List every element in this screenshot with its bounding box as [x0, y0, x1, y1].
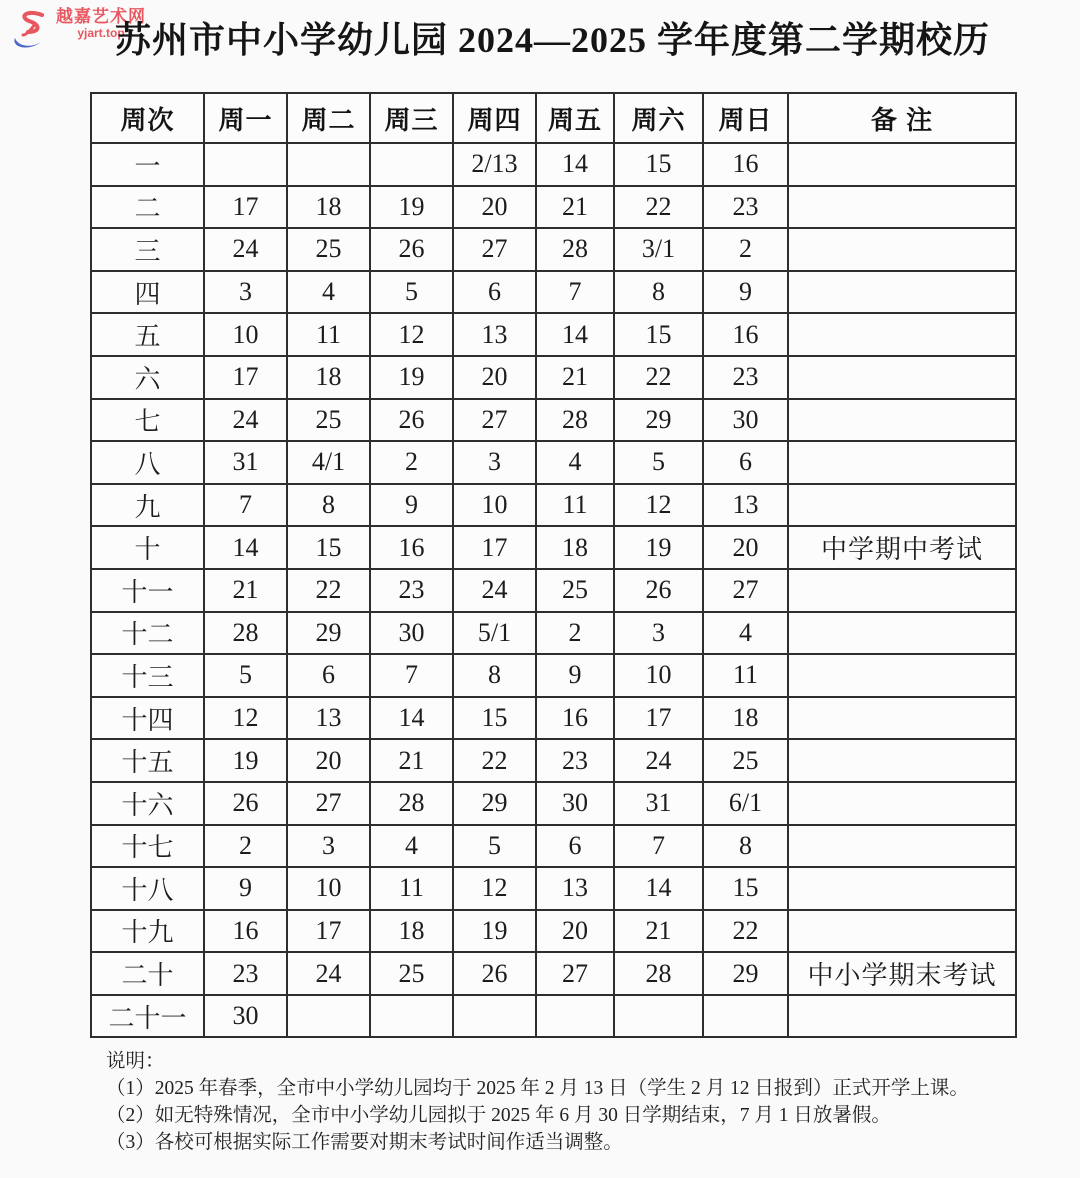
- calendar-row-十: [91, 526, 1016, 569]
- day-cell: [370, 143, 453, 186]
- week-number-cell: 三: [91, 228, 204, 271]
- day-cell: 11: [287, 313, 370, 356]
- day-cell: 13: [453, 313, 536, 356]
- remark-cell: [788, 782, 1016, 825]
- day-cell: 17: [614, 697, 703, 740]
- remark-cell: [788, 313, 1016, 356]
- day-cell: 18: [370, 910, 453, 953]
- day-cell: 24: [287, 952, 370, 995]
- day-cell: 2/13: [453, 143, 536, 186]
- day-cell: 29: [287, 612, 370, 655]
- calendar-row-十八: [91, 867, 1016, 910]
- watermark-site-name: 越嘉艺术网: [56, 7, 146, 26]
- notes-label: 说明：: [106, 1051, 165, 1072]
- day-cell: 2: [536, 612, 614, 655]
- remark-cell: [788, 995, 1016, 1038]
- day-cell: 19: [370, 186, 453, 229]
- day-cell: 26: [453, 952, 536, 995]
- day-cell: 10: [287, 867, 370, 910]
- day-cell: 17: [204, 356, 287, 399]
- day-cell: 3: [453, 441, 536, 484]
- day-cell: 14: [536, 313, 614, 356]
- note-item-2: （2）如无特殊情况，全市中小学幼儿园拟于 2025 年 6 月 30 日学期结束，7 月 1 日放暑假。: [106, 1105, 891, 1126]
- calendar-row-二十一: [91, 995, 1016, 1038]
- day-cell: 27: [287, 782, 370, 825]
- day-cell: [287, 143, 370, 186]
- watermark-site-url: yjart.top: [77, 26, 125, 40]
- week-number-cell: 十九: [91, 910, 204, 953]
- day-cell: 27: [453, 399, 536, 442]
- day-cell: 14: [536, 143, 614, 186]
- day-cell: 3: [204, 271, 287, 314]
- remark-cell: [788, 867, 1016, 910]
- day-cell: 5/1: [453, 612, 536, 655]
- calendar-row-十七: [91, 825, 1016, 868]
- week-number-cell: 十: [91, 526, 204, 569]
- day-cell: 7: [370, 654, 453, 697]
- day-cell: 4: [287, 271, 370, 314]
- day-cell: 30: [204, 995, 287, 1038]
- week-number-cell: 一: [91, 143, 204, 186]
- day-cell: 9: [536, 654, 614, 697]
- day-cell: 28: [204, 612, 287, 655]
- calendar-row-十四: [91, 697, 1016, 740]
- day-cell: 18: [287, 356, 370, 399]
- day-cell: 20: [453, 356, 536, 399]
- remark-cell: [788, 271, 1016, 314]
- day-cell: 19: [204, 739, 287, 782]
- week-number-cell: 八: [91, 441, 204, 484]
- day-cell: 23: [703, 356, 788, 399]
- calendar-row-六: [91, 356, 1016, 399]
- day-cell: 6: [536, 825, 614, 868]
- week-number-cell: 十六: [91, 782, 204, 825]
- week-number-cell: 五: [91, 313, 204, 356]
- day-cell: 29: [703, 952, 788, 995]
- remark-cell: [788, 186, 1016, 229]
- day-cell: 19: [614, 526, 703, 569]
- remark-cell: [788, 739, 1016, 782]
- day-cell: 6: [703, 441, 788, 484]
- day-cell: 7: [204, 484, 287, 527]
- day-cell: 21: [536, 356, 614, 399]
- day-cell: 27: [453, 228, 536, 271]
- remark-cell: [788, 484, 1016, 527]
- note-item-3: （3）各校可根据实际工作需要对期末考试时间作适当调整。: [106, 1132, 623, 1153]
- day-cell: 4: [703, 612, 788, 655]
- day-cell: 23: [370, 569, 453, 612]
- calendar-row-十三: [91, 654, 1016, 697]
- day-cell: 21: [536, 186, 614, 229]
- day-cell: 30: [536, 782, 614, 825]
- week-number-cell: 十七: [91, 825, 204, 868]
- day-cell: 25: [370, 952, 453, 995]
- remark-cell: [788, 910, 1016, 953]
- day-cell: 8: [614, 271, 703, 314]
- day-cell: 3: [614, 612, 703, 655]
- day-cell: 11: [703, 654, 788, 697]
- calendar-table: [90, 92, 1017, 1038]
- day-cell: 23: [536, 739, 614, 782]
- remark-cell: [788, 356, 1016, 399]
- week-number-cell: 十五: [91, 739, 204, 782]
- remark-cell: [788, 654, 1016, 697]
- calendar-row-八: [91, 441, 1016, 484]
- col-header-sunday: 周日: [703, 93, 788, 143]
- watermark-logo-icon: [10, 8, 52, 54]
- day-cell: 2: [204, 825, 287, 868]
- day-cell: 25: [287, 228, 370, 271]
- day-cell: 22: [287, 569, 370, 612]
- week-number-cell: 二十: [91, 952, 204, 995]
- day-cell: 7: [536, 271, 614, 314]
- day-cell: 11: [370, 867, 453, 910]
- day-cell: 13: [536, 867, 614, 910]
- day-cell: 25: [536, 569, 614, 612]
- day-cell: 19: [370, 356, 453, 399]
- calendar-row-九: [91, 484, 1016, 527]
- week-number-cell: 六: [91, 356, 204, 399]
- day-cell: 6: [287, 654, 370, 697]
- day-cell: 24: [614, 739, 703, 782]
- day-cell: 9: [204, 867, 287, 910]
- day-cell: 20: [453, 186, 536, 229]
- day-cell: 28: [536, 228, 614, 271]
- day-cell: 9: [370, 484, 453, 527]
- remark-cell: [788, 825, 1016, 868]
- day-cell: 13: [703, 484, 788, 527]
- day-cell: 11: [536, 484, 614, 527]
- day-cell: 7: [614, 825, 703, 868]
- day-cell: 5: [204, 654, 287, 697]
- day-cell: 13: [287, 697, 370, 740]
- day-cell: 22: [703, 910, 788, 953]
- calendar-row-十九: [91, 910, 1016, 953]
- week-number-cell: 四: [91, 271, 204, 314]
- day-cell: 20: [536, 910, 614, 953]
- day-cell: 28: [536, 399, 614, 442]
- page-title: 苏州市中小学幼儿园 2024—2025 学年度第二学期校历: [114, 20, 990, 60]
- week-number-cell: 十一: [91, 569, 204, 612]
- day-cell: 18: [287, 186, 370, 229]
- col-header-thursday: 周四: [453, 93, 536, 143]
- day-cell: 12: [453, 867, 536, 910]
- day-cell: [204, 143, 287, 186]
- day-cell: 4/1: [287, 441, 370, 484]
- day-cell: 24: [453, 569, 536, 612]
- day-cell: 24: [204, 399, 287, 442]
- day-cell: 30: [370, 612, 453, 655]
- day-cell: 18: [536, 526, 614, 569]
- day-cell: 14: [370, 697, 453, 740]
- week-number-cell: 九: [91, 484, 204, 527]
- week-number-cell: 七: [91, 399, 204, 442]
- day-cell: [703, 995, 788, 1038]
- day-cell: 29: [453, 782, 536, 825]
- day-cell: 5: [370, 271, 453, 314]
- calendar-row-二十: [91, 952, 1016, 995]
- day-cell: [453, 995, 536, 1038]
- day-cell: 26: [370, 399, 453, 442]
- day-cell: 28: [370, 782, 453, 825]
- day-cell: 25: [287, 399, 370, 442]
- day-cell: 15: [703, 867, 788, 910]
- day-cell: 26: [204, 782, 287, 825]
- remark-cell: 中学期中考试: [788, 526, 1016, 569]
- day-cell: 31: [614, 782, 703, 825]
- day-cell: 4: [370, 825, 453, 868]
- calendar-body: [91, 143, 1016, 1037]
- week-number-cell: 二十一: [91, 995, 204, 1038]
- day-cell: 2: [703, 228, 788, 271]
- day-cell: 10: [614, 654, 703, 697]
- day-cell: 4: [536, 441, 614, 484]
- day-cell: 21: [370, 739, 453, 782]
- remark-cell: 中小学期末考试: [788, 952, 1016, 995]
- day-cell: 12: [204, 697, 287, 740]
- notes: [106, 1048, 1012, 1156]
- calendar-row-一: [91, 143, 1016, 186]
- col-header-wednesday: 周三: [370, 93, 453, 143]
- day-cell: 8: [453, 654, 536, 697]
- calendar-row-十一: [91, 569, 1016, 612]
- day-cell: 16: [536, 697, 614, 740]
- day-cell: 23: [703, 186, 788, 229]
- day-cell: 27: [536, 952, 614, 995]
- day-cell: 17: [453, 526, 536, 569]
- day-cell: 16: [370, 526, 453, 569]
- remark-cell: [788, 612, 1016, 655]
- day-cell: 12: [614, 484, 703, 527]
- day-cell: 17: [204, 186, 287, 229]
- day-cell: 23: [204, 952, 287, 995]
- day-cell: 15: [453, 697, 536, 740]
- calendar-row-四: [91, 271, 1016, 314]
- remark-cell: [788, 569, 1016, 612]
- day-cell: 16: [204, 910, 287, 953]
- col-header-monday: 周一: [204, 93, 287, 143]
- day-cell: 20: [287, 739, 370, 782]
- day-cell: 10: [453, 484, 536, 527]
- day-cell: 19: [453, 910, 536, 953]
- remark-cell: [788, 399, 1016, 442]
- day-cell: 6/1: [703, 782, 788, 825]
- day-cell: 18: [703, 697, 788, 740]
- remark-cell: [788, 441, 1016, 484]
- day-cell: 22: [453, 739, 536, 782]
- day-cell: 25: [703, 739, 788, 782]
- col-header-week-number: 周次: [91, 93, 204, 143]
- day-cell: 30: [703, 399, 788, 442]
- day-cell: 6: [453, 271, 536, 314]
- header-row: [91, 93, 1016, 143]
- day-cell: 15: [614, 313, 703, 356]
- calendar-row-十六: [91, 782, 1016, 825]
- day-cell: [370, 995, 453, 1038]
- week-number-cell: 十四: [91, 697, 204, 740]
- day-cell: 14: [614, 867, 703, 910]
- week-number-cell: 十二: [91, 612, 204, 655]
- day-cell: 8: [703, 825, 788, 868]
- day-cell: 8: [287, 484, 370, 527]
- calendar-row-十二: [91, 612, 1016, 655]
- day-cell: 17: [287, 910, 370, 953]
- day-cell: 21: [614, 910, 703, 953]
- day-cell: 12: [370, 313, 453, 356]
- day-cell: 27: [703, 569, 788, 612]
- day-cell: 5: [453, 825, 536, 868]
- day-cell: 26: [614, 569, 703, 612]
- day-cell: 15: [287, 526, 370, 569]
- day-cell: 22: [614, 186, 703, 229]
- day-cell: 10: [204, 313, 287, 356]
- day-cell: 20: [703, 526, 788, 569]
- day-cell: [614, 995, 703, 1038]
- week-number-cell: 二: [91, 186, 204, 229]
- week-number-cell: 十八: [91, 867, 204, 910]
- calendar-row-二: [91, 186, 1016, 229]
- col-header-saturday: 周六: [614, 93, 703, 143]
- day-cell: 31: [204, 441, 287, 484]
- remark-cell: [788, 697, 1016, 740]
- day-cell: 16: [703, 143, 788, 186]
- day-cell: 29: [614, 399, 703, 442]
- remark-cell: [788, 143, 1016, 186]
- col-header-remarks: 备 注: [788, 93, 1016, 143]
- day-cell: 14: [204, 526, 287, 569]
- day-cell: 16: [703, 313, 788, 356]
- day-cell: [287, 995, 370, 1038]
- day-cell: 5: [614, 441, 703, 484]
- day-cell: 21: [204, 569, 287, 612]
- day-cell: 28: [614, 952, 703, 995]
- note-item-1: （1）2025 年春季，全市中小学幼儿园均于 2025 年 2 月 13 日（学生 2 月 12 日报到）正式开学上课。: [106, 1078, 969, 1099]
- day-cell: 24: [204, 228, 287, 271]
- remark-cell: [788, 228, 1016, 271]
- day-cell: 2: [370, 441, 453, 484]
- day-cell: 3: [287, 825, 370, 868]
- col-header-tuesday: 周二: [287, 93, 370, 143]
- calendar-row-七: [91, 399, 1016, 442]
- day-cell: 22: [614, 356, 703, 399]
- calendar-row-十五: [91, 739, 1016, 782]
- day-cell: 3/1: [614, 228, 703, 271]
- calendar-row-三: [91, 228, 1016, 271]
- calendar-row-五: [91, 313, 1016, 356]
- day-cell: 26: [370, 228, 453, 271]
- day-cell: [536, 995, 614, 1038]
- col-header-friday: 周五: [536, 93, 614, 143]
- week-number-cell: 十三: [91, 654, 204, 697]
- day-cell: 15: [614, 143, 703, 186]
- day-cell: 9: [703, 271, 788, 314]
